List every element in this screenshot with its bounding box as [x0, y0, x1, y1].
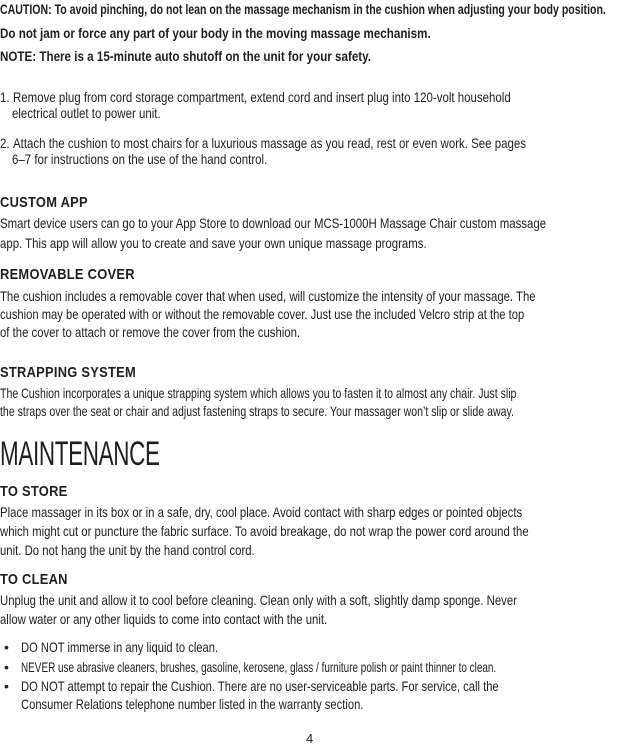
strapping-system-heading: STRAPPING SYSTEM — [0, 364, 137, 381]
step-2-number: 2. — [0, 135, 10, 151]
to-clean-bullet-3-line2: Consumer Relations telephone number listed in the warranty section. — [21, 696, 364, 712]
step-2-line2: 6–7 for instructions on the use of the hand control. — [12, 151, 268, 167]
strapping-system-line2: the straps over the seat or chair and adjust fastening straps to secure. Your massager won’t slip or slide away. — [0, 403, 514, 419]
custom-app-line2: app. This app will allow you to create and save your own unique massage programs. — [0, 235, 427, 251]
removable-cover-line3: of the cover to attach or remove the cover from the cushion. — [0, 324, 301, 340]
note-auto-shutoff: NOTE: There is a 15-minute auto shutoff on the unit for your safety. — [0, 48, 372, 64]
bullet-icon: • — [4, 639, 9, 655]
step-1-line2: electrical outlet to power unit. — [12, 105, 161, 121]
to-clean-bullet-2: NEVER use abrasive cleaners, brushes, gasoline, kerosene, glass / furniture polish or paint thinner to clean. — [21, 659, 497, 675]
custom-app-line1: Smart device users can go to your App Store to download our MCS-1000H Massage Chair custom massage — [0, 215, 547, 231]
to-store-heading: TO STORE — [0, 483, 68, 500]
removable-cover-heading: REMOVABLE COVER — [0, 266, 135, 283]
to-clean-line2: allow water or any other liquids to come into contact with the unit. — [0, 611, 328, 627]
to-store-line1: Place massager in its box or in a safe, dry, cool place. Avoid contact with sharp edges or pointed objects — [0, 504, 523, 520]
to-clean-line1: Unplug the unit and allow it to cool before cleaning. Clean only with a soft, slightly damp sponge. Never — [0, 592, 517, 608]
bullet-icon: • — [4, 678, 9, 694]
caution-line: CAUTION: To avoid pinching, do not lean on the massage mechanism in the cushion when adjusting your body position. — [0, 1, 606, 17]
custom-app-heading: CUSTOM APP — [0, 194, 88, 211]
to-store-line3: unit. Do not hang the unit by the hand control cord. — [0, 542, 255, 558]
to-clean-bullet-1: DO NOT immerse in any liquid to clean. — [21, 639, 219, 655]
to-clean-bullet-3-line1: DO NOT attempt to repair the Cushion. There are no user-serviceable parts. For service, call the — [21, 678, 499, 694]
to-clean-heading: TO CLEAN — [0, 571, 68, 588]
page-number: 4 — [306, 731, 314, 746]
to-store-line2: which might cut or puncture the fabric surface. To avoid breakage, do not wrap the power cord around the — [0, 523, 529, 539]
removable-cover-line2: cushion may be operated with or without the removable cover. Just use the included Velcro strip at the top — [0, 306, 525, 322]
step-1-number: 1. — [0, 89, 10, 105]
maintenance-heading: MAINTENANCE — [0, 435, 160, 473]
removable-cover-line1: The cushion includes a removable cover that when used, will customize the intensity of your massage. The — [0, 288, 536, 304]
bullet-icon: • — [4, 659, 9, 675]
caution-jam-line: Do not jam or force any part of your body in the moving massage mechanism. — [0, 25, 431, 41]
strapping-system-line1: The Cushion incorporates a unique strapping system which allows you to fasten it to almost any chair. Just slip — [0, 385, 517, 401]
step-2-line1: Attach the cushion to most chairs for a luxurious massage as you read, rest or even work. See pages — [13, 135, 527, 151]
step-1-line1: Remove plug from cord storage compartment, extend cord and insert plug into 120-volt household — [13, 89, 511, 105]
